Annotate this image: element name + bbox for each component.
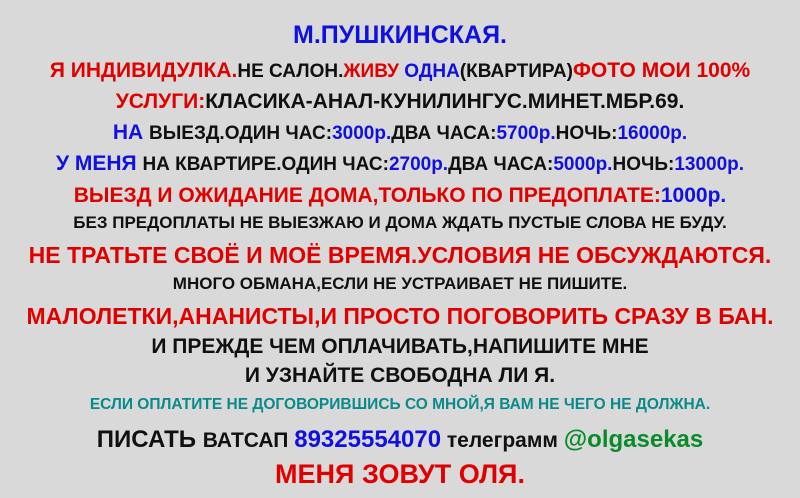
line-incall-prices-seg-6: 13000р. [674,154,745,176]
line-individulka-seg-5: ФОТО МОИ 100% [572,59,751,83]
line-many-deceptions-seg-0: МНОГО ОБМАНА,ЕСЛИ НЕ УСТРАИВАЕТ НЕ ПИШИТЕ. [172,274,628,294]
line-prepayment-seg-1: 1000р. [660,184,727,208]
line-outcall-prices-seg-0: НА [112,121,149,145]
line-incall-prices-seg-1: НА КВАРТИРЕ.ОДИН ЧАС: [142,154,389,176]
line-no-prepayment [10,214,790,233]
line-individulka-seg-4: (КВАРТИРА) [459,61,573,83]
line-incall-prices-seg-4: 5000р. [553,154,613,176]
line-no-agreement-seg-0: ЕСЛИ ОПЛАТИТЕ НЕ ДОГОВОРИВШИСЬ СО МНОЙ,Я ВАМ НЕ ЧЕГО НЕ ДОЛЖНА. [89,395,711,413]
line-services-seg-1: КЛАСИКА-АНАЛ-КУНИЛИНГУС.МИНЕТ.МБР.69. [205,90,685,114]
line-contacts-seg-2: 89325554070 [294,425,442,453]
line-no-prepayment-seg-0: БЕЗ ПРЕДОПЛАТЫ НЕ ВЫЕЗЖАЮ И ДОМА ЖДАТЬ ПУСТЫЕ СЛОВА НЕ БУДУ. [73,213,727,233]
line-check-free-seg-0: И УЗНАЙТЕ СВОБОДНА ЛИ Я. [244,363,556,387]
line-outcall-prices-seg-3: ДВА ЧАСА: [391,123,497,145]
line-contacts-seg-1: ВАТСАП [202,428,295,452]
line-before-pay [10,336,790,358]
line-services-seg-0: УСЛУГИ: [115,90,206,114]
line-contacts-seg-0: ПИСАТЬ [96,425,203,453]
line-incall-prices-seg-5: НОЧЬ: [612,154,675,176]
line-prepayment [10,185,790,207]
line-individulka-seg-1: НЕ САЛОН. [237,61,344,83]
line-no-agreement [10,397,790,414]
line-incall-prices-seg-0: У МЕНЯ [55,152,143,176]
line-services [10,91,790,113]
line-individulka-seg-0: Я ИНДИВИДУЛКА. [49,59,238,83]
line-dont-waste-time [10,243,790,268]
page-title: М.ПУШКИНСКАЯ. [293,21,507,49]
line-my-name [10,460,790,488]
line-before-pay-seg-0: И ПРЕЖДЕ ЧЕМ ОПЛАЧИВАТЬ,НАПИШИТЕ МНЕ [151,334,649,358]
line-individulka [10,60,790,82]
line-ban-seg-0: МАЛОЛЕТКИ,АНАНИСТЫ,И ПРОСТО ПОГОВОРИТЬ СРАЗУ В БАН. [26,302,774,329]
line-outcall-prices [10,122,790,144]
line-outcall-prices-seg-6: 16000р. [617,123,688,145]
line-individulka-seg-3: ОДНА [404,61,460,83]
line-outcall-prices-seg-4: 5700р. [496,123,556,145]
line-contacts-seg-3: телеграмм [441,428,564,452]
line-many-deceptions [10,275,790,294]
line-outcall-prices-seg-5: НОЧЬ: [555,123,618,145]
line-incall-prices-seg-3: ДВА ЧАСА: [448,154,554,176]
line-contacts-seg-4: @olgasekas [563,425,704,453]
line-check-free [10,365,790,387]
line-my-name-seg-0: МЕНЯ ЗОВУТ ОЛЯ. [275,458,525,489]
line-contacts [10,427,790,452]
line-prepayment-seg-0: ВЫЕЗД И ОЖИДАНИЕ ДОМА,ТОЛЬКО ПО ПРЕДОПЛАТЕ: [73,184,661,208]
line-outcall-prices-seg-1: ВЫЕЗД.ОДИН ЧАС: [148,123,333,145]
line-incall-prices [10,153,790,175]
line-outcall-prices-seg-2: 3000р. [332,123,392,145]
line-ban [10,304,790,329]
line-incall-prices-seg-2: 2700р. [388,154,449,176]
line-dont-waste-time-seg-0: НЕ ТРАТЬТЕ СВОЁ И МОЁ ВРЕМЯ.УСЛОВИЯ НЕ ОБСУЖДАЮТСЯ. [28,242,772,269]
line-individulka-seg-2: ЖИВУ [343,61,405,83]
